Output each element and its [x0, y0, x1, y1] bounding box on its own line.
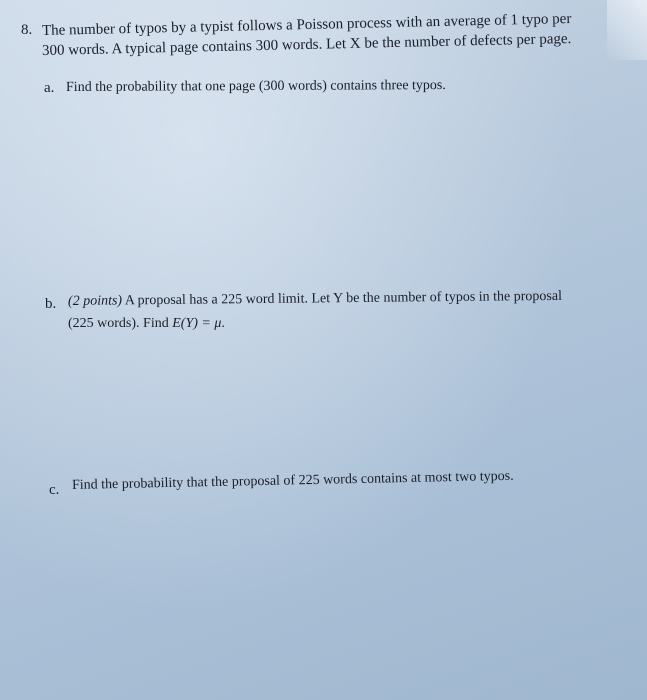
part-b-line2-end: . — [221, 316, 225, 331]
part-b-text-line-2 — [68, 315, 225, 333]
question-text-line-2: 300 words. A typical page contains 300 words. Let X be the number of defects per page. — [41, 30, 572, 59]
part-b-label: b. — [45, 296, 57, 312]
part-b-expression: E(Y) = μ — [172, 316, 222, 331]
part-b-points: (2 points) — [67, 293, 123, 309]
part-b-text-line-1 — [68, 288, 562, 311]
question-number: 8. — [21, 22, 33, 38]
part-a-text: Find the probability that one page (300 words) contains three typos. — [65, 78, 446, 95]
part-b-line2-start: (225 words). Find — [68, 316, 173, 331]
part-c-text: Find the probability that the proposal of 225 words contains at most two typos. — [71, 468, 514, 493]
part-b-line1-rest: A proposal has a 225 word limit. Let Y be the number of typos in the proposal — [124, 288, 563, 309]
question-text-line-1: The number of typos by a typist follows a Poisson process with an average of 1 typo per — [41, 10, 572, 39]
part-a-label: a. — [44, 80, 55, 96]
page-corner-shadow — [607, 0, 647, 60]
part-c-label: c. — [49, 482, 60, 498]
